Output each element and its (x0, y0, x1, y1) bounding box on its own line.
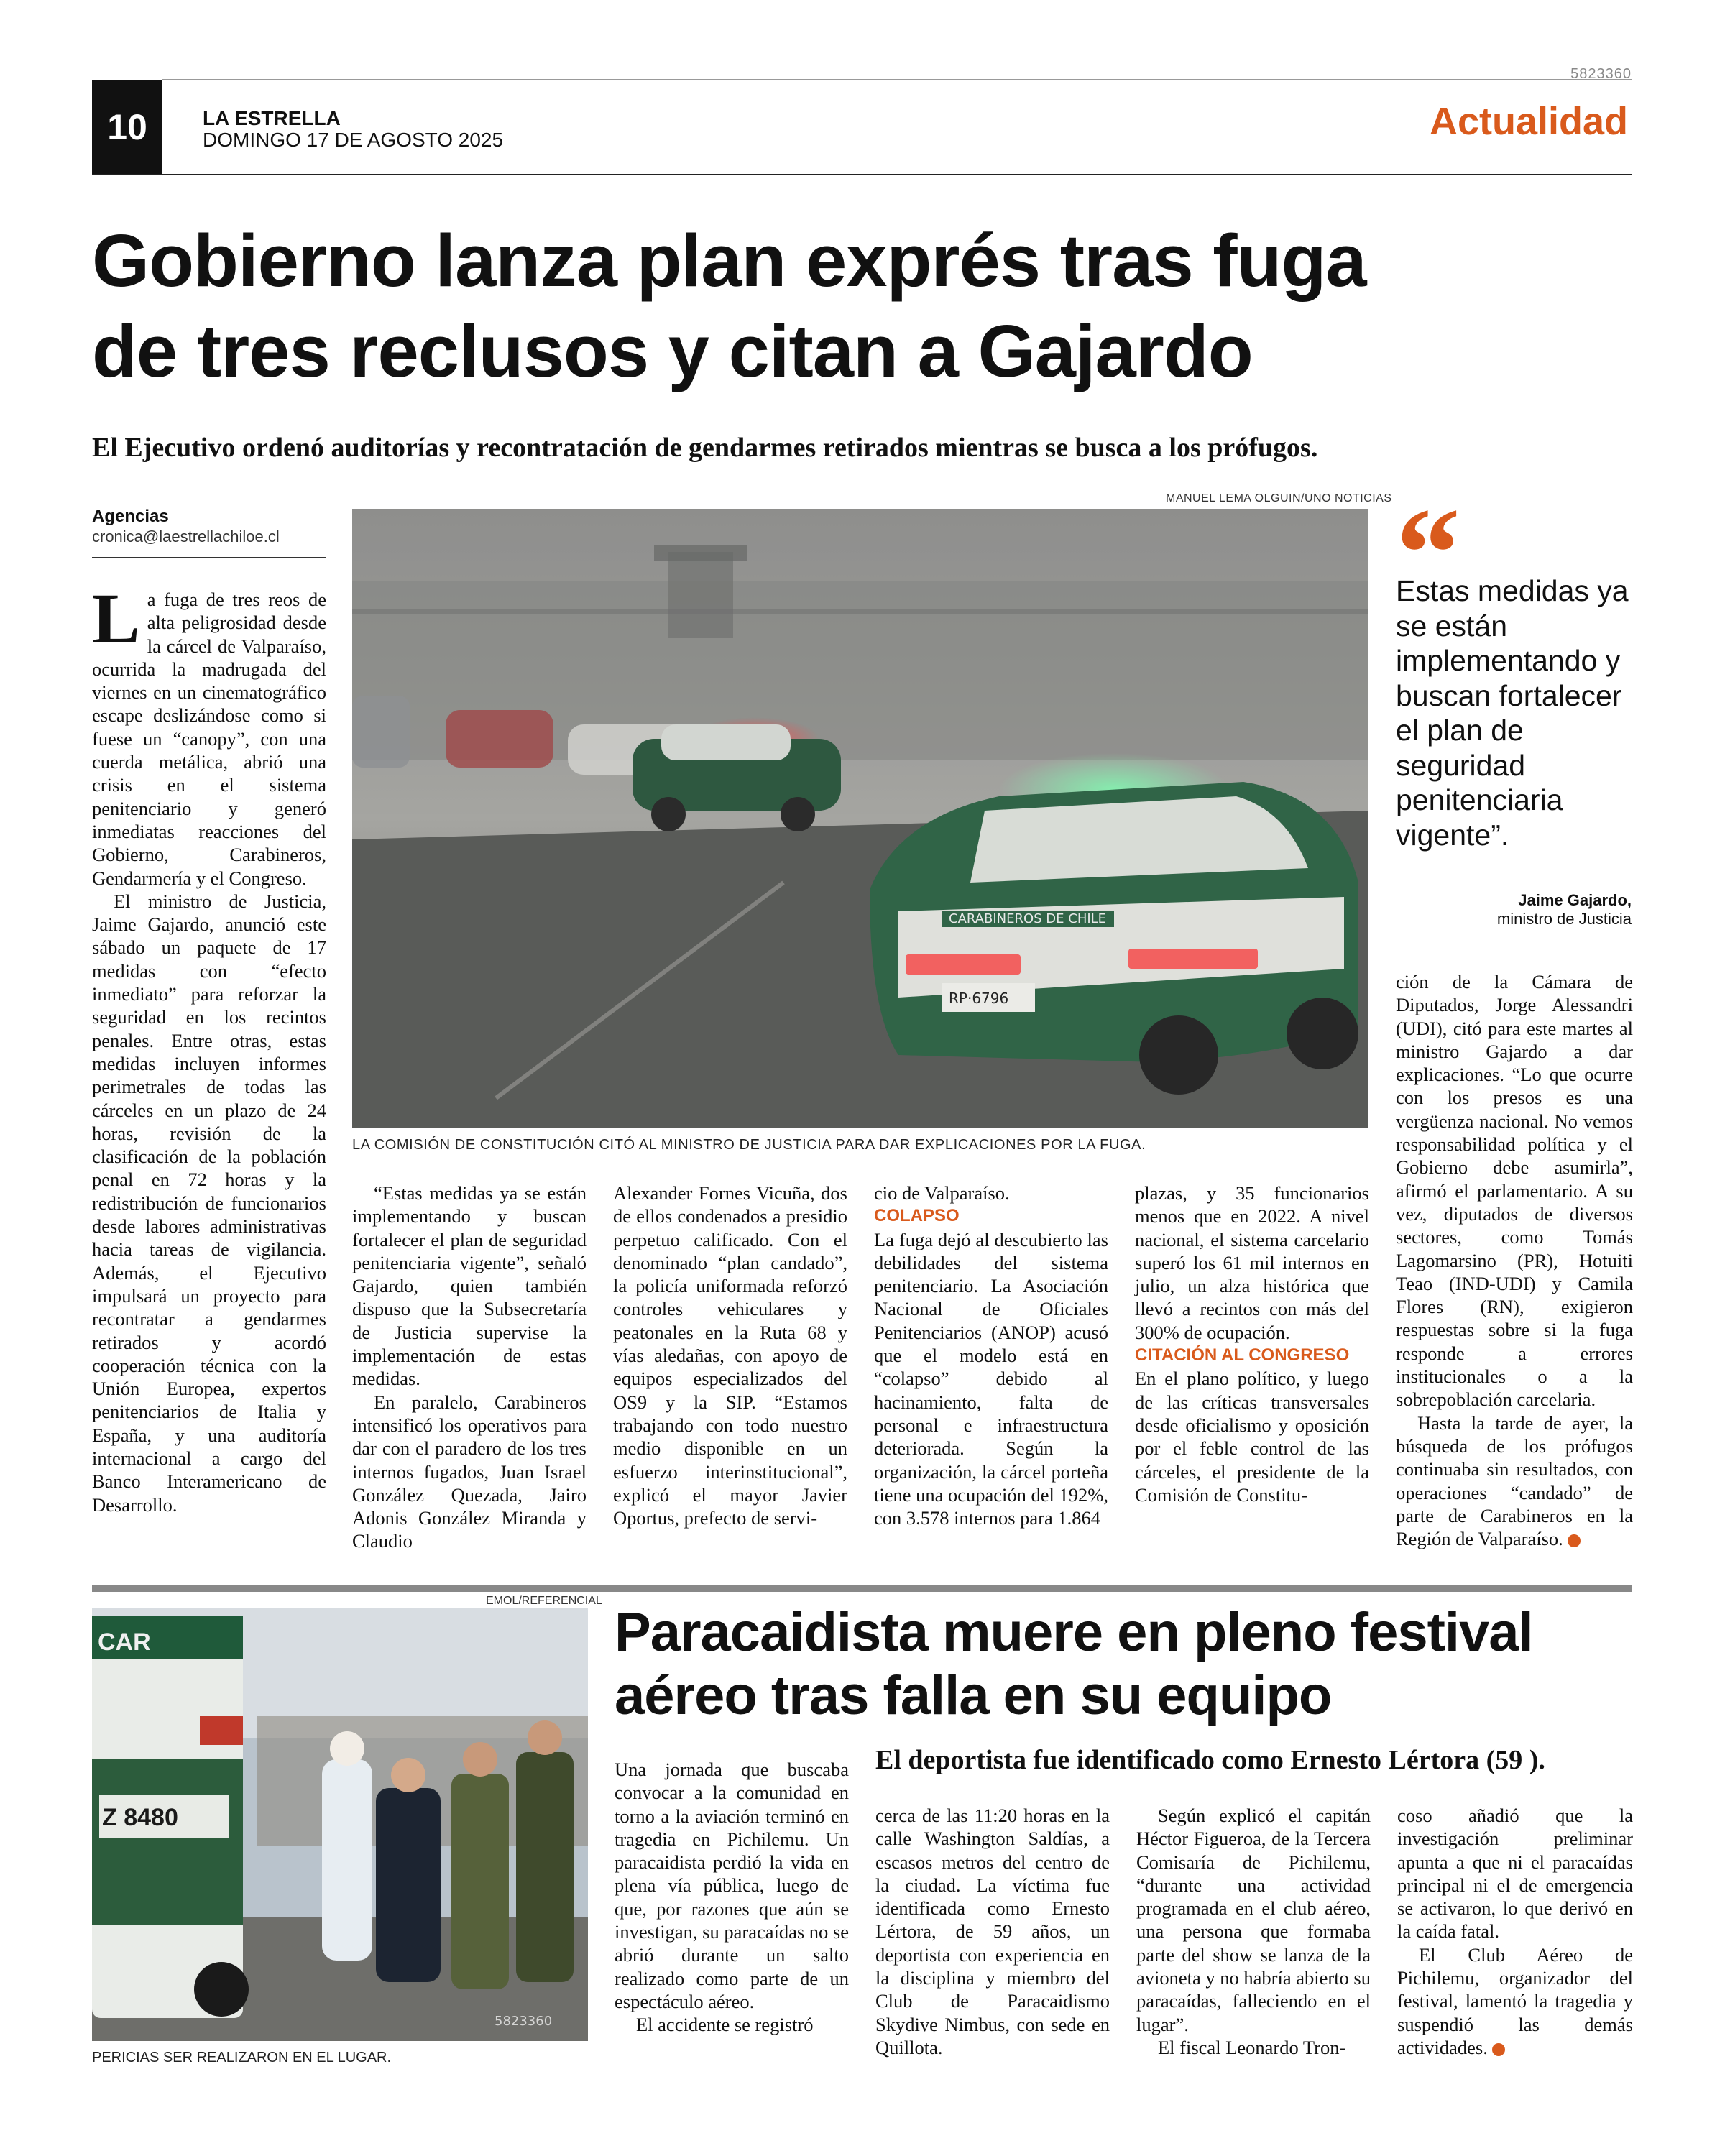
main-headline (92, 216, 1637, 397)
main-column-1 (92, 579, 326, 1516)
page-number: 10 (92, 80, 162, 174)
main-headline-line1: Gobierno lanza plan exprés tras fuga (92, 219, 1366, 302)
paragraph: Según explicó el capitán Héctor Figueroa, de la Tercera Comisaría de Pichilemu, “durante una actividad programada en el club aéreo, una persona que formaba parte del show se lanza de la avioneta y no habría abierto su paracaídas, falleciendo en el lugar”. (1136, 1805, 1371, 2035)
end-mark-icon: ✪ (1492, 2043, 1505, 2056)
page-id: 5823360 (1570, 66, 1632, 82)
paragraph: La fuga dejó al descubierto las debilidades del sistema penitenciario. La Asociación Nacional de Oficiales Penitenciarios (ANOP) acusó que el modelo está en “colapso” debido al hacinamiento, falta de personal e infraestructura deteriorada. Según la organización, la cárcel porteña tiene una ocupación del 192%, con 3.578 internos para 1.864 (874, 1228, 1108, 1529)
main-headline-line2: de tres reclusos y citan a Gajardo (92, 310, 1253, 392)
second-headline (615, 1601, 1635, 1728)
main-column-5 (1135, 1181, 1369, 1506)
byline-rule (92, 557, 326, 558)
paragraph: El Club Aéreo de Pichilemu, organizador del festival, lamentó la tragedia y suspendió las demás actividades. (1397, 1943, 1633, 2058)
end-mark-icon: ✪ (1568, 1534, 1581, 1547)
paragraph: coso añadió que la investigación preliminar apunta a que ni el paracaídas principal ni el de emergencia se activaron, lo que derivó en la caída fatal. (1397, 1805, 1633, 1943)
main-column-4 (874, 1181, 1108, 1529)
second-column-2 (875, 1804, 1110, 2059)
main-column-2 (352, 1181, 586, 1553)
quote-author: Jaime Gajardo, (1518, 891, 1632, 909)
paper-name: LA ESTRELLA (203, 107, 341, 129)
accident-photo-graphic (92, 1608, 588, 2041)
article-separator (92, 1585, 1632, 1592)
quote-role: ministro de Justicia (1496, 910, 1632, 928)
photo2-credit: EMOL/REFERENCIAL (486, 1595, 602, 1607)
paragraph: En el plano político, y luego de las críticas transversales desde oficialismo y oposición por el feble control de las cárceles, el presidente de la Comisión de Constitu- (1135, 1368, 1369, 1506)
top-thin-rule (162, 79, 1632, 80)
paragraph: El accidente se registró (636, 2014, 814, 2036)
paragraph: cio de Valparaíso. (874, 1182, 1010, 1204)
subtitle-citacion: CITACIÓN AL CONGRESO (1135, 1345, 1350, 1365)
main-column-3 (613, 1181, 847, 1529)
paragraph: Una jornada que buscaba convocar a la comunidad en torno a la aviación terminó en tragedia en Pichilemu. Un paracaidista perdió la vida en plena vía pública, luego de que, por razones que aún se investigan, su paracaídas no se abrió durante un salto realizado como parte de un espectáculo aéreo. (615, 1759, 849, 2012)
accident-photo (92, 1608, 588, 2041)
prison-photo-graphic (352, 509, 1368, 1128)
paragraph: ción de la Cámara de Diputados, Jorge Alessandri (UDI), citó para este martes al ministro Gajardo a dar explicaciones. “Lo que ocurre con los presos es una vergüenza nacional. No vemos responsabilidad política y el Gobierno debe asumirla”, afirmó el parlamentario. A su vez, diputados de diversos sectores, como Tomás Lagomarsino (PR), Hotuiti Teao (IND-UDI) y Camila Flores (RN), exigieron respuestas sobre si la fuga responde a errores institucionales o a la sobrepoblación carcelaria. (1396, 971, 1633, 1411)
paper-date: DOMINGO 17 DE AGOSTO 2025 (203, 129, 504, 151)
prison-photo (352, 509, 1368, 1128)
main-column-6 (1396, 970, 1633, 1550)
photo2-caption: PERICIAS SER REALIZARON EN EL LUGAR. (92, 2050, 392, 2065)
van-plate: Z 8480 (102, 1804, 178, 1831)
photo-credit: MANUEL LEMA OLGUIN/UNO NOTICIAS (1166, 492, 1392, 505)
quote-mark: “ (1396, 482, 1460, 625)
subtitle-colapso: COLAPSO (874, 1206, 960, 1226)
paragraph: El ministro de Justicia, Jaime Gajardo, anunció este sábado un paquete de 17 medidas con “efecto inmediato” para reforzar la seguridad en los recintos penales. Entre otras, estas medidas incluyen informes perimetrales de todas las cárceles en un plazo de 24 horas, revisión de la clasificación de la población penal en 72 horas y la redistribución de funcionarios desde labores administrativas hacia tareas de vigilancia. Además, el Ejecutivo impulsará un proyecto para recontratar a gendarmes retirados y acordó cooperación técnica con la Unión Europea, expertos penitenciarios de Italia y España, y una auditoría internacional a cargo del Banco Interamericano de Desarrollo. (92, 890, 326, 1516)
byline-email: cronica@laestrellachiloe.cl (92, 528, 280, 545)
second-headline-line1: Paracaidista muere en pleno festival (615, 1602, 1533, 1663)
car-lettering: CARABINEROS DE CHILE (949, 911, 1107, 926)
paragraph: a fuga de tres reos de alta peligrosidad desde la cárcel de Valparaíso, ocurrida la madrugada del viernes en un cinematográfico escape deslizándose como si fuese un “canopy”, con una cuerda metálica, abrió una crisis en el sistema penitenciario y generó inmediatas reacciones del Gobierno, Carabineros, Gendarmería y el Congreso. (92, 589, 326, 889)
paragraph: En paralelo, Carabineros intensificó los operativos para dar con el paradero de los tres internos fugados, Juan Israel González Quezada, Jairo Adonis González Miranda y Claudio (352, 1391, 586, 1552)
van-label: CAR (98, 1628, 151, 1656)
car-plate: RP·6796 (949, 990, 1009, 1007)
paragraph: El fiscal Leonardo Tron- (1158, 2036, 1346, 2058)
pull-quote: Estas medidas ya se están implementando y buscan fortalecer el plan de seguridad penitenciaria vigente”. (1396, 574, 1629, 852)
photo-watermark: 5823360 (494, 2014, 553, 2029)
paragraph: plazas, y 35 funcionarios menos que en 2022. A nivel nacional, el sistema carcelario superó los 61 mil internos en julio, un alza histórica que llevó a recintos con más del 300% de ocupación. (1135, 1182, 1369, 1343)
second-headline-line2: aéreo tras falla en su equipo (615, 1665, 1332, 1726)
main-subhead: El Ejecutivo ordenó auditorías y recontratación de gendarmes retirados mientras se busca a los prófugos. (92, 433, 1318, 463)
second-column-3 (1136, 1804, 1371, 2059)
second-subhead: El deportista fue identificado como Ernesto Lértora (59 ). (875, 1745, 1545, 1775)
byline: Agencias (92, 507, 169, 526)
dropcap: L (92, 579, 140, 658)
paragraph: cerca de las 11:20 horas en la calle Washington Saldías, a escasos metros del centro de la ciudad. La víctima fue identificada como Ernesto Lértora, de 59 años, un deportista con experiencia en la disciplina y miembro del Club de Paracaidismo Skydive Nimbus, con sede en Quillota. (875, 1805, 1110, 2058)
paragraph: “Estas medidas ya se están implementando y buscan fortalecer el plan de seguridad penitenciaria vigente”, señaló Gajardo, quien también dispuso que la Subsecretaría de Justicia supervise la implementación de estas medidas. (352, 1182, 586, 1390)
second-column-1 (615, 1758, 849, 2037)
paragraph: Hasta la tarde de ayer, la búsqueda de los prófugos continuaba sin resultados, con operaciones “candado” de parte de Carabineros en la Región de Valparaíso. (1396, 1411, 1633, 1550)
header-rule (92, 174, 1632, 175)
photo-caption: LA COMISIÓN DE CONSTITUCIÓN CITÓ AL MINISTRO DE JUSTICIA PARA DAR EXPLICACIONES POR LA FUGA. (352, 1137, 1146, 1153)
second-column-4 (1397, 1804, 1633, 2059)
paragraph: Alexander Fornes Vicuña, dos de ellos condenados a presidio perpetuo calificado. Con el denominado “plan candado”, la policía uniformada reforzó controles vehiculares y peatonales en la Ruta 68 y vías aledañas, con apoyo de equipos especializados del OS9 y la SIP. “Estamos trabajando con todo nuestro medio disponible en un esfuerzo interinstitucional”, explicó el mayor Javier Oportus, prefecto de servi- (613, 1182, 847, 1529)
section-label: Actualidad (1429, 100, 1628, 143)
